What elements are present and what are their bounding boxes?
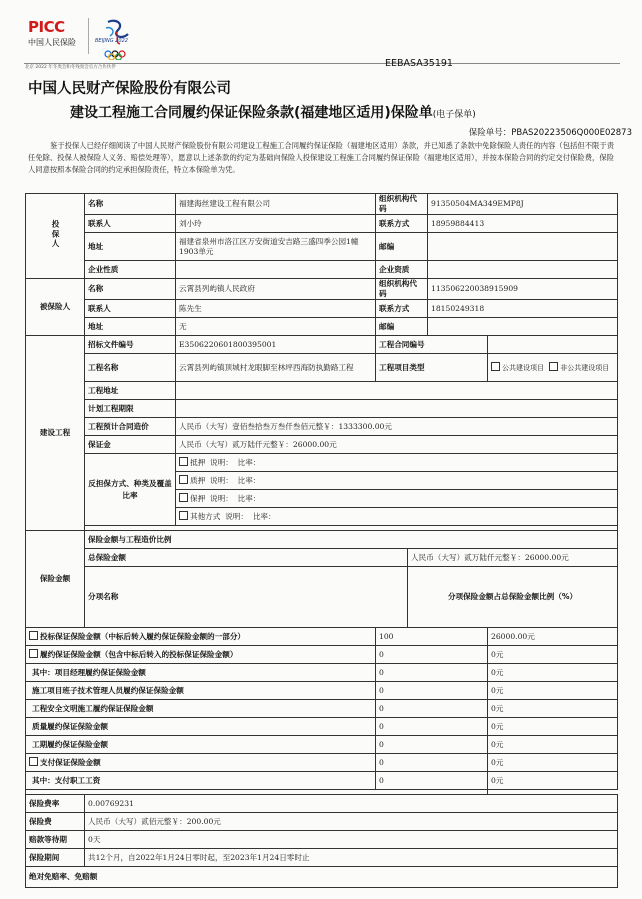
project-tender: E3506220601800395001	[176, 336, 376, 354]
amount-item-name	[26, 754, 376, 772]
amount-item-amt: 0元	[488, 700, 618, 718]
applicant-org: 91350504MA349EMP8J	[428, 194, 618, 215]
amount-item-name	[26, 664, 376, 682]
amount-col-pct: 分项保险金额占总保险金额比例（%）	[408, 567, 618, 628]
amount-item-label: 支付保证保险金额	[40, 758, 101, 767]
amount-item-label: 工程安全文明施工履约保证保险金额	[32, 703, 154, 713]
insured-address-label: 地址	[85, 318, 176, 336]
picc-mark: PICC	[28, 18, 65, 36]
amount-item-label: 其中：项目经理履约保证保险金额	[32, 667, 146, 677]
amount-item-name	[26, 736, 376, 754]
amount-ratio-header: 保险金额与工程造价比例	[85, 531, 618, 549]
applicant-zip	[428, 233, 618, 261]
company-name: 中国人民财产保险股份有限公司	[28, 81, 231, 97]
amount-item-amt: 0元	[488, 664, 618, 682]
project-price: 人民币（大写）壹佰叁拾叁万叁仟叁佰元整￥：1333300.00元	[176, 418, 618, 436]
insured-zip-label: 邮编	[376, 318, 428, 336]
amount-section: 保险金额	[26, 531, 85, 628]
insured-contact: 陈先生	[176, 300, 376, 318]
project-type-options	[488, 354, 618, 382]
guarantee-row-4: 其他方式 说明： 比率：	[176, 508, 618, 526]
amount-item-row	[26, 628, 618, 646]
amount-item-label: 质量履约保证保险金额	[32, 721, 108, 731]
amount-item-name	[26, 718, 376, 736]
insured-section: 被保险人	[26, 279, 85, 336]
applicant-name: 福建海丝建设工程有限公司	[176, 194, 376, 215]
policy-title	[70, 102, 630, 122]
term-value: 共12个月，自2022年1月24日零时起，至2023年1月24日零时止	[85, 849, 618, 867]
picc-name: 中国人民保险	[28, 38, 76, 47]
applicant-phone: 18959884413	[428, 215, 618, 233]
insured-phone: 18150249318	[428, 300, 618, 318]
insured-contact-label: 联系人	[85, 300, 176, 318]
amount-item-pct: 0	[376, 682, 488, 700]
project-tender-label: 招标文件编号	[85, 336, 176, 354]
amount-item-pct: 0	[376, 754, 488, 772]
guarantee-row-2: 质押 说明： 比率：	[176, 472, 618, 490]
deduct-label: 绝对免赔率、免赔额	[26, 867, 618, 888]
guarantee-row-3: 保押 说明： 比率：	[176, 490, 618, 508]
beijing-2022-emblem-icon	[94, 14, 140, 60]
insured-org-label: 组织机构代码	[376, 279, 428, 300]
checkbox-icon[interactable]	[179, 511, 188, 520]
checkbox-icon[interactable]	[179, 457, 188, 466]
rate-label: 保险费率	[26, 795, 85, 813]
project-period-label: 计划工程期限	[85, 400, 176, 418]
amount-item-row	[26, 646, 618, 664]
policy-number-label: 保险单号：	[468, 128, 512, 138]
amount-item-row	[26, 736, 618, 754]
amount-item-pct: 0	[376, 772, 488, 790]
amount-item-row	[26, 718, 618, 736]
amount-item-pct: 100	[376, 628, 488, 646]
amount-item-pct: 0	[376, 718, 488, 736]
policy-title-text: 建设工程施工合同履约保证保险条款(福建地区适用)保险单	[70, 105, 433, 121]
amount-total: 人民币（大写）贰万陆仟元整￥：26000.00元	[408, 549, 618, 567]
applicant-phone-label: 联系方式	[376, 215, 428, 233]
amount-item-name	[26, 628, 376, 646]
project-name: 云霄县列屿镇顶城村龙眼脚至林坪西海防执勤路工程	[176, 354, 376, 382]
policy-number-value: PBAS20223506Q000E02873	[511, 128, 632, 138]
applicant-contact: 刘小玲	[176, 215, 376, 233]
insured-phone-label: 联系方式	[376, 300, 428, 318]
amount-item-amt: 26000.00元	[488, 628, 618, 646]
checkbox-nonpublic-icon[interactable]	[549, 362, 558, 371]
picc-logo-icon	[28, 18, 90, 52]
intro-paragraph: 鉴于投保人已经仔细阅读了中国人民财产保险股份有限公司建设工程施工合同履约保证保险（福建地区适用）条款，并已知悉了条款中免除保险人责任的内容（包括但不限于责任免除、投保人被保险人义务、赔偿处理等），愿意以上述条款的约定为基础向保险人投保建设工程施工合同履约保证保险（福建地区适用），并按本保险合同的约定交付保险费，保险人同意按照本保险合同的约定承担保险责任，特立本保险单为凭。	[28, 141, 614, 174]
project-name-label: 工程名称	[85, 354, 176, 382]
applicant-org-label: 组织机构代码	[376, 194, 428, 215]
amount-item-label: 施工项目班子技术管理人员履约保证保险金额	[32, 685, 184, 695]
premium-value: 人民币（大写）贰佰元整￥：200.00元	[85, 813, 618, 831]
amount-item-label: 其中：支付职工工资	[32, 775, 101, 785]
amount-item-pct: 0	[376, 736, 488, 754]
project-contract-no-label: 工程合同编号	[376, 336, 488, 354]
amount-item-name	[26, 772, 376, 790]
checkbox-icon[interactable]	[179, 493, 188, 502]
insured-org: 113506220038915909	[428, 279, 618, 300]
amount-total-label: 总保险金额	[85, 549, 408, 567]
amount-item-label: 工期履约保证保险金额	[32, 739, 108, 749]
checkbox-icon[interactable]	[179, 475, 188, 484]
logo-divider	[88, 18, 89, 54]
amount-item-pct: 0	[376, 700, 488, 718]
term-label: 保险期间	[26, 849, 85, 867]
checkbox-public-icon[interactable]	[491, 362, 500, 371]
applicant-nature-label: 企业性质	[85, 261, 176, 279]
applicant-address: 福建省泉州市洛江区万安街道安吉路三盛四季公园1幢1903单元	[176, 233, 376, 261]
insured-name: 云霄县列屿镇人民政府	[176, 279, 376, 300]
amount-item-row	[26, 754, 618, 772]
checkbox-icon[interactable]	[29, 649, 38, 658]
applicant-name-label: 名称	[85, 194, 176, 215]
project-contract-no	[488, 336, 618, 354]
applicant-section: 投保人	[26, 194, 85, 279]
project-deposit: 人民币（大写）贰万陆仟元整￥：26000.00元	[176, 436, 618, 454]
applicant-qual-label: 企业资质	[376, 261, 428, 279]
amount-item-amt: 0元	[488, 718, 618, 736]
project-guarantee-label: 反担保方式、种类及覆盖比率	[85, 454, 176, 526]
policy-title-suffix: (电子保单)	[432, 110, 476, 120]
applicant-address-label: 地址	[85, 233, 176, 261]
amount-item-row	[26, 772, 618, 790]
premium-label: 保险费	[26, 813, 85, 831]
project-address-label: 工程地址	[85, 382, 176, 400]
policy-number	[469, 126, 632, 138]
applicant-contact-label: 联系人	[85, 215, 176, 233]
doc-code: EEBASA35191	[385, 58, 453, 69]
applicant-nature	[176, 261, 376, 279]
insured-zip	[428, 318, 618, 336]
sponsor-text: 北京 2022 年冬奥会和冬残奥会官方合作伙伴	[25, 65, 116, 70]
amount-item-pct: 0	[376, 664, 488, 682]
amount-item-label: 履约保证保险金额（包含中标后转入的投标保证保险金额）	[40, 650, 238, 659]
policy-table	[25, 193, 618, 888]
checkbox-icon[interactable]	[29, 631, 38, 640]
amount-item-amt: 0元	[488, 754, 618, 772]
applicant-qual	[428, 261, 618, 279]
amount-item-amt: 0元	[488, 736, 618, 754]
project-period	[176, 400, 618, 418]
type-opt-public: 公共建设项目	[502, 364, 545, 372]
project-type-label: 工程项目类型	[376, 354, 488, 382]
rate-value: 0.00769231	[85, 795, 618, 813]
amount-item-amt: 0元	[488, 646, 618, 664]
project-deposit-label: 保证金	[85, 436, 176, 454]
checkbox-icon[interactable]	[29, 757, 38, 766]
amount-item-row	[26, 682, 618, 700]
applicant-zip-label: 邮编	[376, 233, 428, 261]
amount-item-name	[26, 682, 376, 700]
wait-label: 赔款等待期	[26, 831, 85, 849]
project-price-label: 工程预计合同造价	[85, 418, 176, 436]
project-section: 建设工程	[26, 336, 85, 531]
insured-name-label: 名称	[85, 279, 176, 300]
type-opt-nonpublic: 非公共建设项目	[560, 364, 610, 372]
amount-item-name	[26, 700, 376, 718]
wait-value: 0天	[85, 831, 618, 849]
amount-item-amt: 0元	[488, 772, 618, 790]
amount-item-name	[26, 646, 376, 664]
guarantee-row-1: 抵押 说明： 比率：	[176, 454, 618, 472]
amount-item-row	[26, 664, 618, 682]
amount-item-amt: 0元	[488, 682, 618, 700]
insured-address: 无	[176, 318, 376, 336]
amount-item-label: 投标保证保险金额（中标后转入履约保证保险金额的一部分）	[40, 632, 246, 641]
project-address	[176, 382, 618, 400]
amount-col-name: 分项名称	[85, 567, 408, 628]
amount-item-pct: 0	[376, 646, 488, 664]
beijing-text: BEIJING 2022	[95, 38, 128, 44]
amount-item-row	[26, 700, 618, 718]
